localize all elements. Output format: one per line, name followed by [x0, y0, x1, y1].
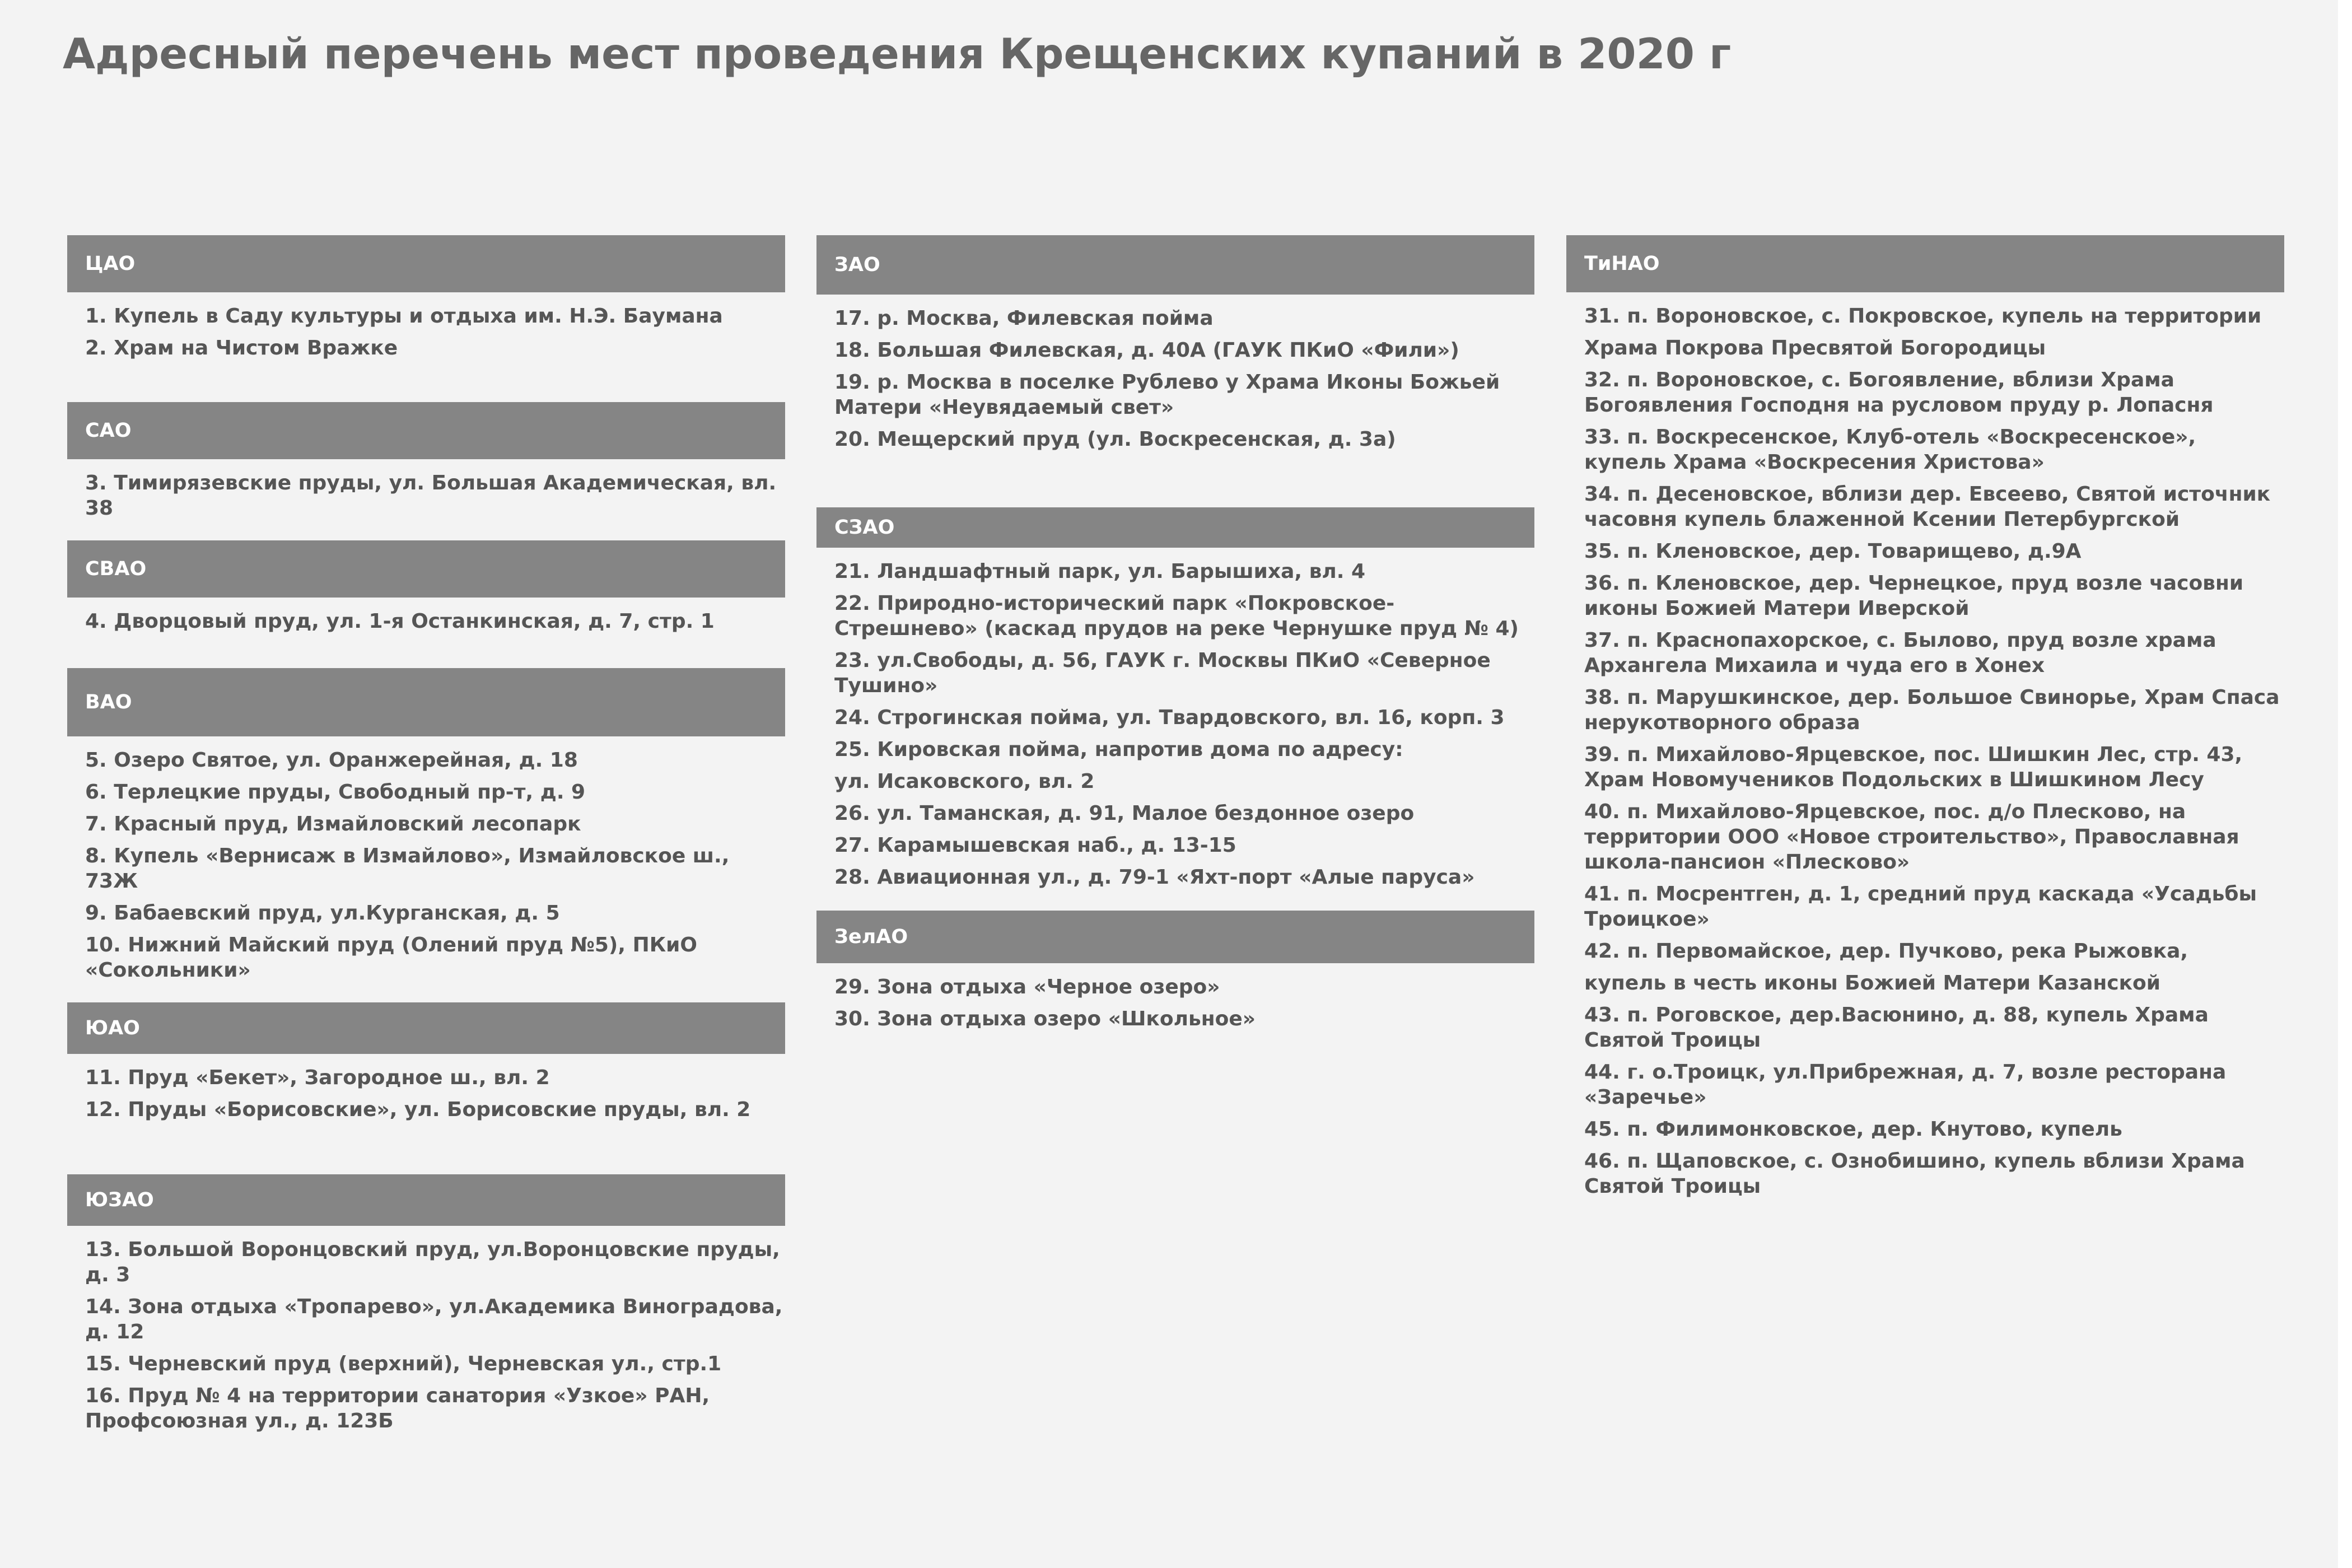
section-szao: [816, 507, 1534, 890]
list-item: 46. п. Щаповское, с. Ознобишино, купель вблизи Храма Святой Троицы: [1584, 1150, 2245, 1198]
list-item: 21. Ландшафтный парк, ул. Барышиха, вл. 4: [834, 560, 1366, 583]
list-item: 33. п. Воскресенское, Клуб-отель «Воскресенское», купель Храма «Воскресения Христова»: [1584, 426, 2196, 474]
list-item: 1. Купель в Саду культуры и отдыха им. Н.Э. Баумана: [85, 305, 723, 328]
list-item: 39. п. Михайлово-Ярцевское, пос. Шишкин Лес, стр. 43, Храм Новомучеников Подольских в Шишкином Лесу: [1584, 743, 2243, 791]
section-header: СВАО: [67, 540, 785, 598]
list-item: 43. п. Роговское, дер.Васюнино, д. 88, купель Храма Святой Троицы: [1584, 1004, 2209, 1052]
list-item: 8. Купель «Вернисаж в Измайлово», Измайловское ш., 73Ж: [85, 844, 730, 893]
section-zao: [816, 235, 1534, 452]
list-item: 11. Пруд «Бекет», Загородное ш., вл. 2: [85, 1066, 550, 1089]
list-item: 35. п. Кленовское, дер. Товарищево, д.9А: [1584, 540, 2082, 563]
list-item: 2. Храм на Чистом Вражке: [85, 337, 398, 360]
list-item: 29. Зона отдыха «Черное озеро»: [834, 976, 1220, 998]
list-item: 7. Красный пруд, Измайловский лесопарк: [85, 813, 581, 836]
section-header: САО: [67, 402, 785, 459]
list-item: 27. Карамышевская наб., д. 13-15: [834, 834, 1236, 857]
list-item: 30. Зона отдыха озеро «Школьное»: [834, 1007, 1256, 1030]
section-tinao: [1566, 235, 2284, 1199]
list-item: 18. Большая Филевская, д. 40А (ГАУК ПКиО «Фили»): [834, 339, 1459, 362]
list-item: ул. Исаковского, вл. 2: [834, 770, 1095, 793]
list-item: 25. Кировская пойма, напротив дома по адресу:: [834, 738, 1403, 761]
list-item: 22. Природно-исторический парк «Покровское-Стрешнево» (каскад прудов на реке Чернушке пруд № 4): [834, 592, 1519, 640]
list-item: купель в честь иконы Божией Матери Казанской: [1584, 972, 2161, 995]
section-svao: [67, 540, 785, 634]
list-item: 19. р. Москва в поселке Рублево у Храма Иконы Божьей Матери «Неувядаемый свет»: [834, 371, 1500, 419]
list-item: 38. п. Марушкинское, дер. Большое Свинорье, Храм Спаса нерукотворного образа: [1584, 686, 2280, 734]
list-item: 3. Тимирязевские пруды, ул. Большая Академическая, вл. 38: [85, 472, 777, 520]
section-vao: [67, 668, 785, 983]
section-yuzao: [67, 1174, 785, 1434]
page-title: Адресный перечень мест проведения Крещенских купаний в 2020 г: [63, 29, 1732, 78]
list-item: 37. п. Краснопахорское, с. Былово, пруд возле храма Архангела Михаила и чуда его в Хонех: [1584, 629, 2216, 677]
section-header: ЗАО: [816, 235, 1534, 295]
section-header: ЮАО: [67, 1002, 785, 1054]
list-item: 15. Черневский пруд (верхний), Черневская ул., стр.1: [85, 1352, 722, 1375]
list-item: 36. п. Кленовское, дер. Чернецкое, пруд возле часовни иконы Божией Матери Иверской: [1584, 572, 2244, 620]
list-item: 6. Терлецкие пруды, Свободный пр-т, д. 9: [85, 781, 586, 804]
list-item: 44. г. о.Троицк, ул.Прибрежная, д. 7, возле ресторана «Заречье»: [1584, 1061, 2227, 1109]
list-item: 5. Озеро Святое, ул. Оранжерейная, д. 18: [85, 749, 578, 772]
list-item: 31. п. Вороновское, с. Покровское, купель на территории: [1584, 305, 2262, 328]
list-item: 42. п. Первомайское, дер. Пучково, река Рыжовка,: [1584, 940, 2188, 963]
list-item: 28. Авиационная ул., д. 79-1 «Яхт-порт «Алые паруса»: [834, 866, 1475, 889]
list-item: 32. п. Вороновское, с. Богоявление, вблизи Храма Богоявления Господня на русловом пруду р. Лопасня: [1584, 368, 2214, 417]
list-item: 13. Большой Воронцовский пруд, ул.Воронцовские пруды, д. 3: [85, 1238, 780, 1286]
section-cao: [67, 235, 785, 361]
list-item: 41. п. Мосрентген, д. 1, средний пруд каскада «Усадьбы Троицкое»: [1584, 883, 2257, 931]
section-sao: [67, 402, 785, 521]
list-item: 12. Пруды «Борисовские», ул. Борисовские пруды, вл. 2: [85, 1098, 751, 1121]
list-item: 14. Зона отдыха «Тропарево», ул.Академика Виноградова, д. 12: [85, 1295, 783, 1343]
list-item: 45. п. Филимонковское, дер. Кнутово, купель: [1584, 1118, 2122, 1141]
list-item: 9. Бабаевский пруд, ул.Курганская, д. 5: [85, 902, 560, 925]
list-item: 26. ул. Таманская, д. 91, Малое бездонное озеро: [834, 802, 1415, 825]
section-header: СЗАО: [816, 507, 1534, 548]
list-item: 24. Строгинская пойма, ул. Твардовского, вл. 16, корп. 3: [834, 706, 1505, 729]
list-item: 20. Мещерский пруд (ул. Воскресенская, д. 3а): [834, 428, 1396, 451]
section-header: ЗелАО: [816, 911, 1534, 963]
list-item: 34. п. Десеновское, вблизи дер. Евсеево, Святой источник часовня купель блаженной Ксении Петербургской: [1584, 483, 2271, 531]
section-zelao: [816, 911, 1534, 1032]
list-item: 17. р. Москва, Филевская пойма: [834, 307, 1214, 330]
section-yuao: [67, 1002, 785, 1122]
list-item: 4. Дворцовый пруд, ул. 1-я Останкинская, д. 7, стр. 1: [85, 610, 715, 633]
list-item: Храма Покрова Пресвятой Богородицы: [1584, 337, 2046, 360]
list-item: 40. п. Михайлово-Ярцевское, пос. д/о Плесково, на территории ООО «Новое строительство», Православная школа-пансион «Плесково»: [1584, 800, 2239, 874]
list-item: 10. Нижний Майский пруд (Олений пруд №5), ПКиО «Сокольники»: [85, 934, 697, 982]
section-header: ВАО: [67, 668, 785, 736]
section-header: ТиНАО: [1566, 235, 2284, 292]
section-header: ЦАО: [67, 235, 785, 292]
list-item: 23. ул.Свободы, д. 56, ГАУК г. Москвы ПКиО «Северное Тушино»: [834, 649, 1491, 697]
section-header: ЮЗАО: [67, 1174, 785, 1226]
list-item: 16. Пруд № 4 на территории санатория «Узкое» РАН, Профсоюзная ул., д. 123Б: [85, 1384, 710, 1432]
